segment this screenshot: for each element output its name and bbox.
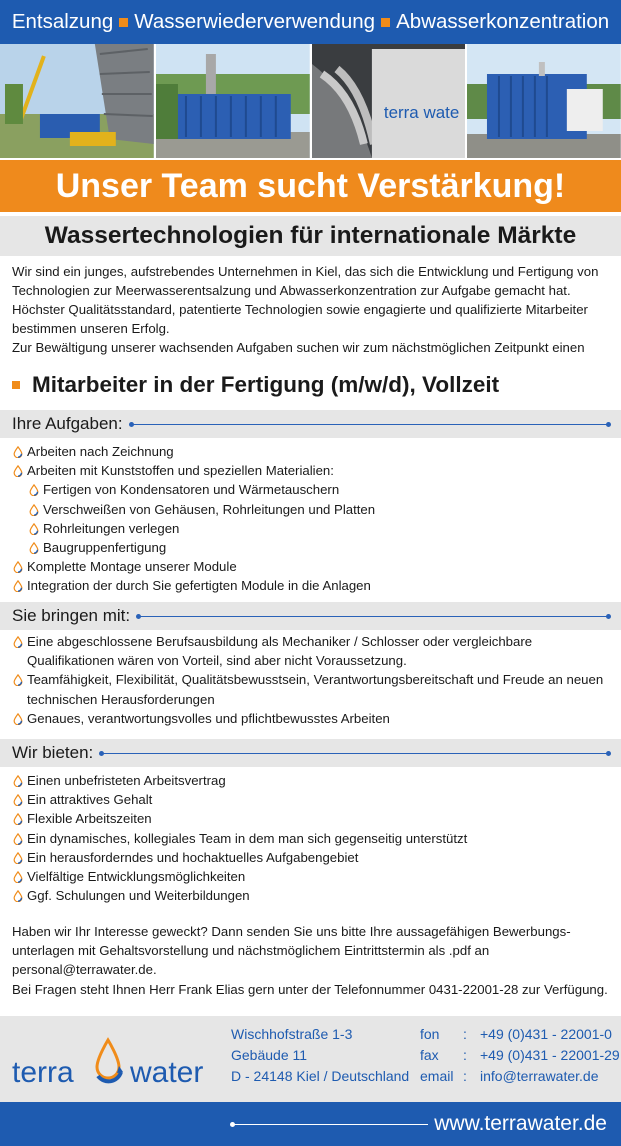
- intro-line: bestimmen unseren Erfolg.: [12, 321, 170, 336]
- contact-phone-row: [420, 1024, 620, 1045]
- bullet-square: [12, 381, 20, 389]
- intro-line: Technologien zur Meerwasserentsalzung und Abwasserkonzentration zur Aufgabe gemacht hat.: [12, 283, 571, 298]
- list-item: Ein dynamisches, kollegiales Team in dem man sich gegenseitig unterstützt: [12, 829, 612, 848]
- bottom-website-bar: [0, 1102, 621, 1146]
- closing-line: Bei Fragen steht Ihnen Herr Frank Elias gern unter der Telefonnummer 0431-22001-28 zur Verfügung.: [12, 981, 608, 997]
- water-drop-icon: [28, 542, 40, 554]
- divider-line: [101, 753, 609, 754]
- water-drop-icon: [28, 523, 40, 535]
- address-city: D - 24148 Kiel / Deutschland: [231, 1068, 410, 1084]
- recruiting-banner: Unser Team sucht Verstärkung!: [0, 160, 621, 212]
- photo-terrawater-unit: [312, 44, 466, 158]
- divider-line: [131, 424, 609, 425]
- closing-line: unterlagen mit Gehaltsvorstellung und nächstmöglichem Eintrittstermin als .pdf an: [12, 943, 490, 959]
- water-drop-icon: [12, 465, 24, 477]
- water-drop-icon: [12, 833, 24, 845]
- fax-label: fax: [420, 1047, 439, 1063]
- photo-container-units: [156, 44, 310, 158]
- bullet-square: [119, 18, 128, 27]
- photo-strip: [0, 44, 621, 158]
- job-position-title: Mitarbeiter in der Fertigung (m/w/d), Vollzeit: [32, 372, 500, 397]
- water-drop-icon: [12, 852, 24, 864]
- photo-logo-text: terra wate: [383, 102, 459, 123]
- water-drop-icon: [28, 504, 40, 516]
- water-drop-icon: [28, 484, 40, 496]
- company-contact: [420, 1024, 620, 1087]
- water-drop-icon: [12, 580, 24, 592]
- section-header-bringen: [0, 602, 621, 630]
- list-subitem: Verschweißen von Gehäusen, Rohrleitungen und Platten: [12, 500, 612, 519]
- list-item: Flexible Arbeitszeiten: [12, 809, 612, 828]
- water-drop-icon: [12, 794, 24, 806]
- separator: :: [463, 1068, 467, 1084]
- category-desalination: Entsalzung: [11, 10, 114, 33]
- job-position: [12, 368, 499, 402]
- list-subitem: Baugruppenfertigung: [12, 538, 612, 557]
- benefits-list: [12, 771, 612, 905]
- contact-email-row: [420, 1066, 620, 1087]
- closing-line: Haben wir Ihr Interesse geweckt? Dann senden Sie uns bitte Ihre aussagefähigen Bewerbungs-: [12, 924, 571, 939]
- divider-line: [232, 1124, 428, 1125]
- water-drop-icon: [12, 890, 24, 902]
- water-drop-icon: [12, 813, 24, 825]
- bullet-square: [381, 18, 390, 27]
- water-drop-icon: [12, 674, 24, 686]
- section-header-aufgaben: [0, 410, 621, 438]
- intro-line: Zur Bewältigung unserer wachsenden Aufgaben suchen wir zum nächstmöglichen Zeitpunkt einen: [12, 340, 585, 355]
- address-street: Wischhofstraße 1-3: [231, 1026, 353, 1042]
- water-drop-icon: [12, 446, 24, 458]
- intro-text: [12, 262, 612, 357]
- page-headline: Wassertechnologien für internationale Märkte: [0, 216, 621, 256]
- closing-line: personal@terrawater.de.: [12, 962, 157, 978]
- category-water-reuse: Wasserwiederverwendung: [134, 10, 376, 33]
- fax-number: +49 (0)431 - 22001-29: [480, 1047, 620, 1063]
- email-label: email: [420, 1068, 454, 1084]
- company-address: [231, 1024, 409, 1087]
- address-building: Gebäude 11: [231, 1047, 308, 1063]
- category-wastewater-concentration: Abwasserkonzentration: [396, 10, 610, 33]
- list-item: Arbeiten mit Kunststoffen und speziellen Materialien:: [12, 461, 612, 480]
- list-item: Ggf. Schulungen und Weiterbildungen: [12, 886, 612, 905]
- list-item: Arbeiten nach Zeichnung: [12, 442, 612, 461]
- water-drop-icon: [12, 871, 24, 883]
- website-link[interactable]: www.terrawater.de: [434, 1112, 607, 1135]
- list-item: Teamfähigkeit, Flexibilität, Qualitätsbewusstsein, Verantwortungsbereitschaft und Freude an neuen technischen Herausforderungen: [12, 670, 612, 708]
- list-item: Vielfältige Entwicklungsmöglichkeiten: [12, 867, 612, 886]
- requirements-list: [12, 632, 612, 728]
- list-item: Genaues, verantwortungsvolles und pflichtbewusstes Arbeiten: [12, 709, 612, 728]
- list-item: Ein herausforderndes und hochaktuelles Aufgabengebiet: [12, 848, 612, 867]
- water-drop-icon: [12, 713, 24, 725]
- list-item: Ein attraktives Gehalt: [12, 790, 612, 809]
- list-subitem: Fertigen von Kondensatoren und Wärmetauschern: [12, 480, 612, 499]
- logo-text-right: water: [130, 1056, 204, 1089]
- tasks-list: [12, 442, 612, 596]
- list-item: Integration der durch Sie gefertigten Module in die Anlagen: [12, 576, 612, 595]
- separator: :: [463, 1026, 467, 1042]
- top-category-bar: [0, 0, 621, 44]
- phone-label: fon: [420, 1026, 440, 1042]
- email-link[interactable]: info@terrawater.de: [480, 1068, 599, 1084]
- water-drop-icon: [12, 775, 24, 787]
- water-drop-icon: [12, 636, 24, 648]
- list-item: Eine abgeschlossene Berufsausbildung als Mechaniker / Schlosser oder vergleichbare Qualifikationen wären von Vorteil, sind aber nicht Voraussetzung.: [12, 632, 612, 670]
- section-label: Sie bringen mit:: [12, 606, 131, 625]
- photo-crane-container: [0, 44, 154, 158]
- phone-number[interactable]: +49 (0)431 - 22001-0: [480, 1026, 612, 1042]
- intro-line: Höchster Qualitätsstandard, patentierte Technologien sowie engagierte und qualifizierte Mitarbeiter: [12, 302, 588, 317]
- list-item: Komplette Montage unserer Module: [12, 557, 612, 576]
- photo-container-site: [467, 44, 621, 158]
- intro-line: Wir sind ein junges, aufstrebendes Unternehmen in Kiel, das sich die Entwicklung und Fertigung von: [12, 264, 599, 279]
- closing-text: [12, 922, 612, 999]
- water-drop-logo-icon: [97, 1040, 123, 1081]
- section-label: Wir bieten:: [12, 743, 94, 762]
- contact-fax-row: [420, 1045, 620, 1066]
- terrawater-logo: [12, 1034, 222, 1094]
- section-header-bieten: [0, 739, 621, 767]
- divider-line: [138, 616, 609, 617]
- separator: :: [463, 1047, 467, 1063]
- water-drop-icon: [12, 561, 24, 573]
- list-item: Einen unbefristeten Arbeitsvertrag: [12, 771, 612, 790]
- logo-text-left: terra: [12, 1056, 74, 1089]
- section-label: Ihre Aufgaben:: [12, 414, 123, 433]
- list-subitem: Rohrleitungen verlegen: [12, 519, 612, 538]
